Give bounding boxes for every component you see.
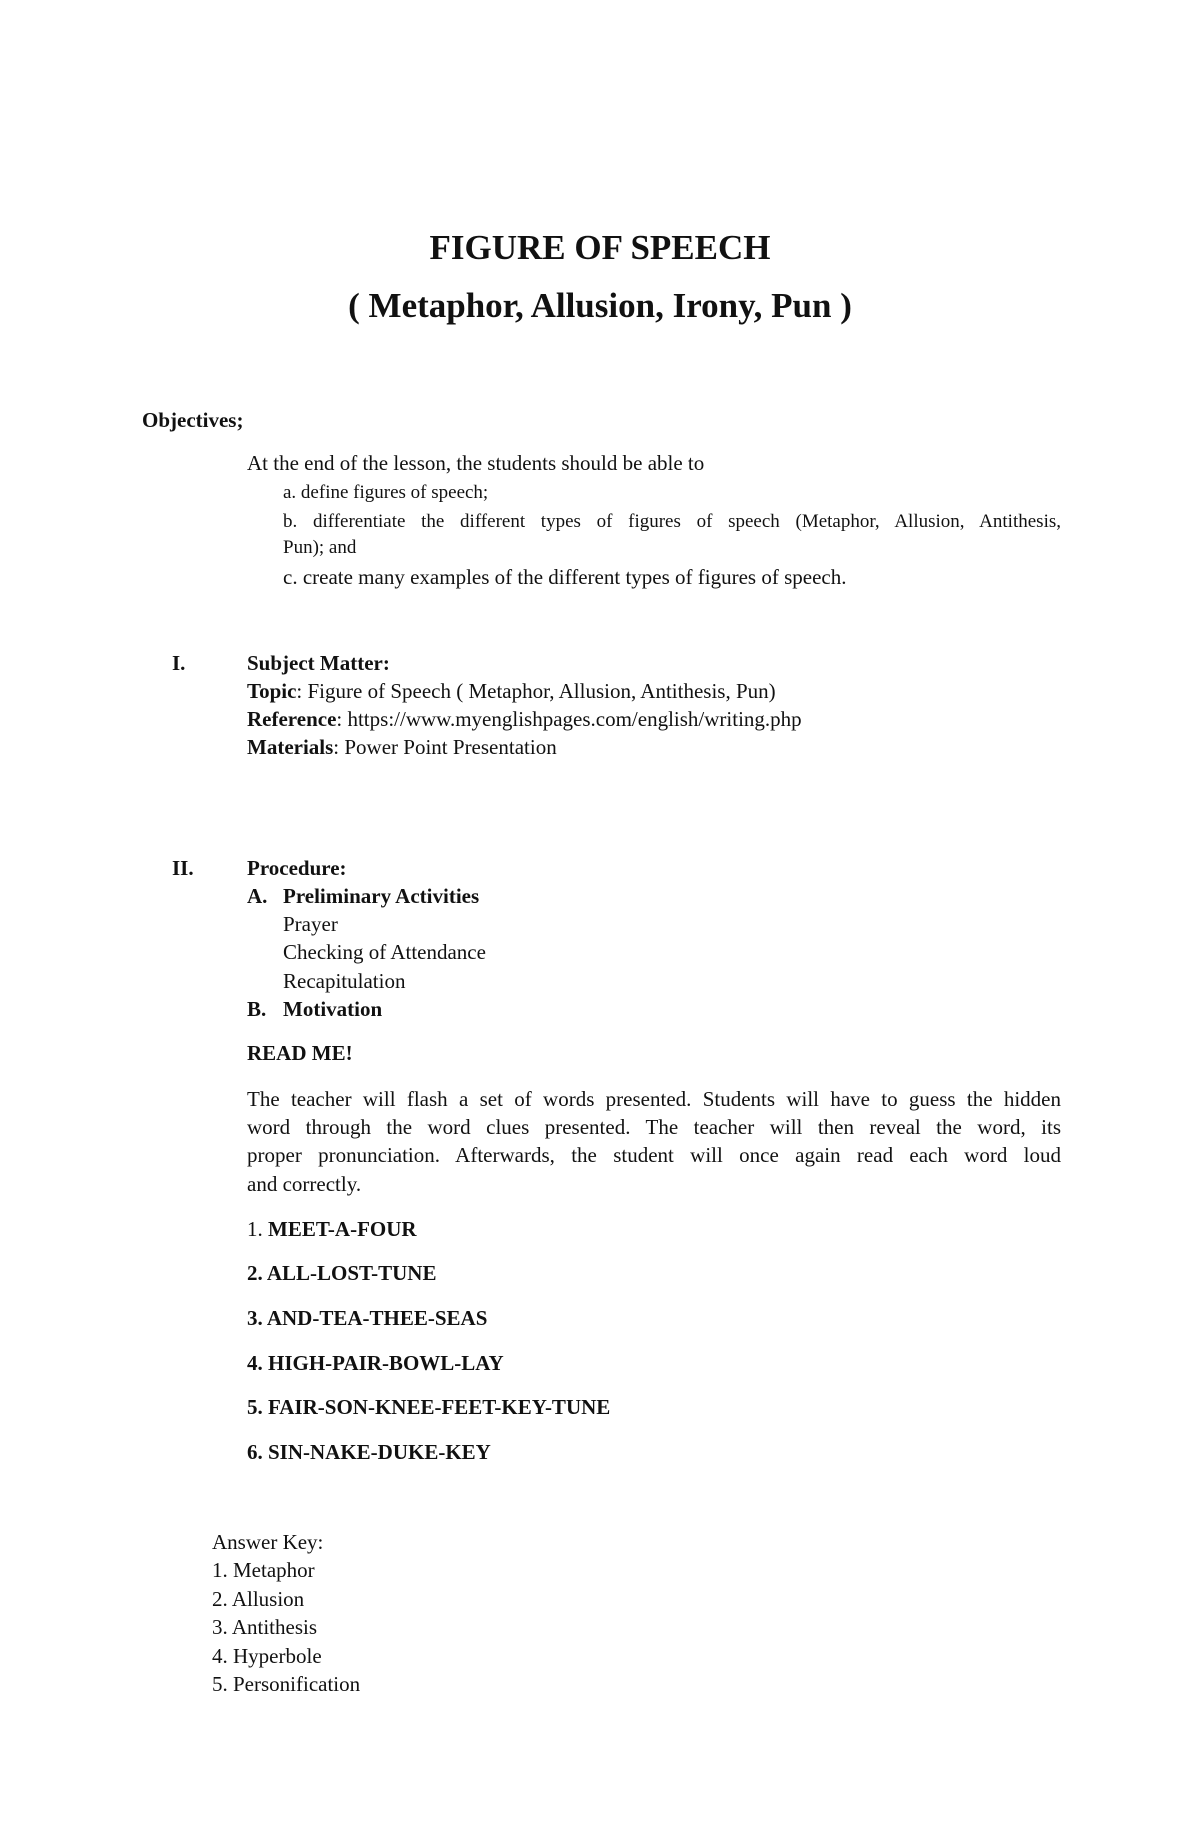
procedure-heading: Procedure:	[247, 856, 347, 880]
materials-value: : Power Point Presentation	[333, 735, 557, 759]
topic-label: Topic	[247, 679, 297, 703]
paragraph-line: and correctly.	[247, 1172, 362, 1196]
word-item: 2. ALL-LOST-TUNE	[247, 1261, 437, 1285]
activity-item: Recapitulation	[283, 969, 406, 993]
objectives-intro: At the end of the lesson, the students should be able to	[247, 451, 705, 475]
word-item: 3. AND-TEA-THEE-SEAS	[247, 1306, 488, 1330]
subject-matter-heading: Subject Matter:	[247, 651, 390, 675]
page-title: FIGURE OF SPEECH	[429, 228, 771, 267]
reference-value: : https://www.myenglishpages.com/english/writing.php	[336, 707, 802, 731]
read-me-heading: READ ME!	[247, 1041, 353, 1065]
materials-label: Materials	[247, 735, 334, 759]
word-item: 5. FAIR-SON-KNEE-FEET-KEY-TUNE	[247, 1395, 611, 1419]
paragraph-line: word through the word clues presented. The teacher will then reveal the word, its	[247, 1115, 1061, 1139]
section-numeral: I.	[172, 651, 186, 675]
activity-item: Prayer	[283, 912, 338, 936]
paragraph-line: proper pronunciation. Afterwards, the student will once again read each word loud	[247, 1143, 1061, 1167]
topic-line	[247, 678, 776, 705]
activity-item: Checking of Attendance	[283, 940, 486, 964]
paragraph-line: The teacher will flash a set of words presented. Students will have to guess the hidden	[247, 1087, 1061, 1111]
subsection-letter: B.	[247, 997, 267, 1021]
word-item-number: 1.	[247, 1217, 268, 1241]
answer-item: 2. Allusion	[212, 1587, 305, 1611]
word-item: 4. HIGH-PAIR-BOWL-LAY	[247, 1351, 504, 1375]
page-subtitle: ( Metaphor, Allusion, Irony, Pun )	[348, 286, 852, 325]
objective-item: c. create many examples of the different types of figures of speech.	[283, 565, 847, 589]
preliminary-activities-heading: Preliminary Activities	[283, 884, 480, 908]
answer-item: 4. Hyperbole	[212, 1644, 322, 1668]
objectives-heading: Objectives;	[142, 408, 244, 432]
word-item	[247, 1216, 417, 1243]
answer-item: 5. Personification	[212, 1672, 361, 1696]
reference-label: Reference	[247, 707, 337, 731]
materials-line	[247, 734, 557, 761]
motivation-heading: Motivation	[283, 997, 383, 1021]
section-numeral: II.	[172, 856, 194, 880]
word-item-word: MEET-A-FOUR	[268, 1217, 417, 1241]
subsection-letter: A.	[247, 884, 268, 908]
answer-key-heading: Answer Key:	[212, 1530, 324, 1554]
answer-item: 3. Antithesis	[212, 1615, 318, 1639]
reference-line	[247, 706, 802, 733]
topic-value: : Figure of Speech ( Metaphor, Allusion, Antithesis, Pun)	[296, 679, 776, 703]
word-item: 6. SIN-NAKE-DUKE-KEY	[247, 1440, 491, 1464]
objective-item: b. differentiate the different types of figures of speech (Metaphor, Allusion, Antithesis,	[283, 511, 1061, 532]
objective-item-continued: Pun); and	[283, 537, 357, 558]
objective-item: a. define figures of speech;	[283, 482, 489, 503]
answer-item: 1. Metaphor	[212, 1558, 315, 1582]
